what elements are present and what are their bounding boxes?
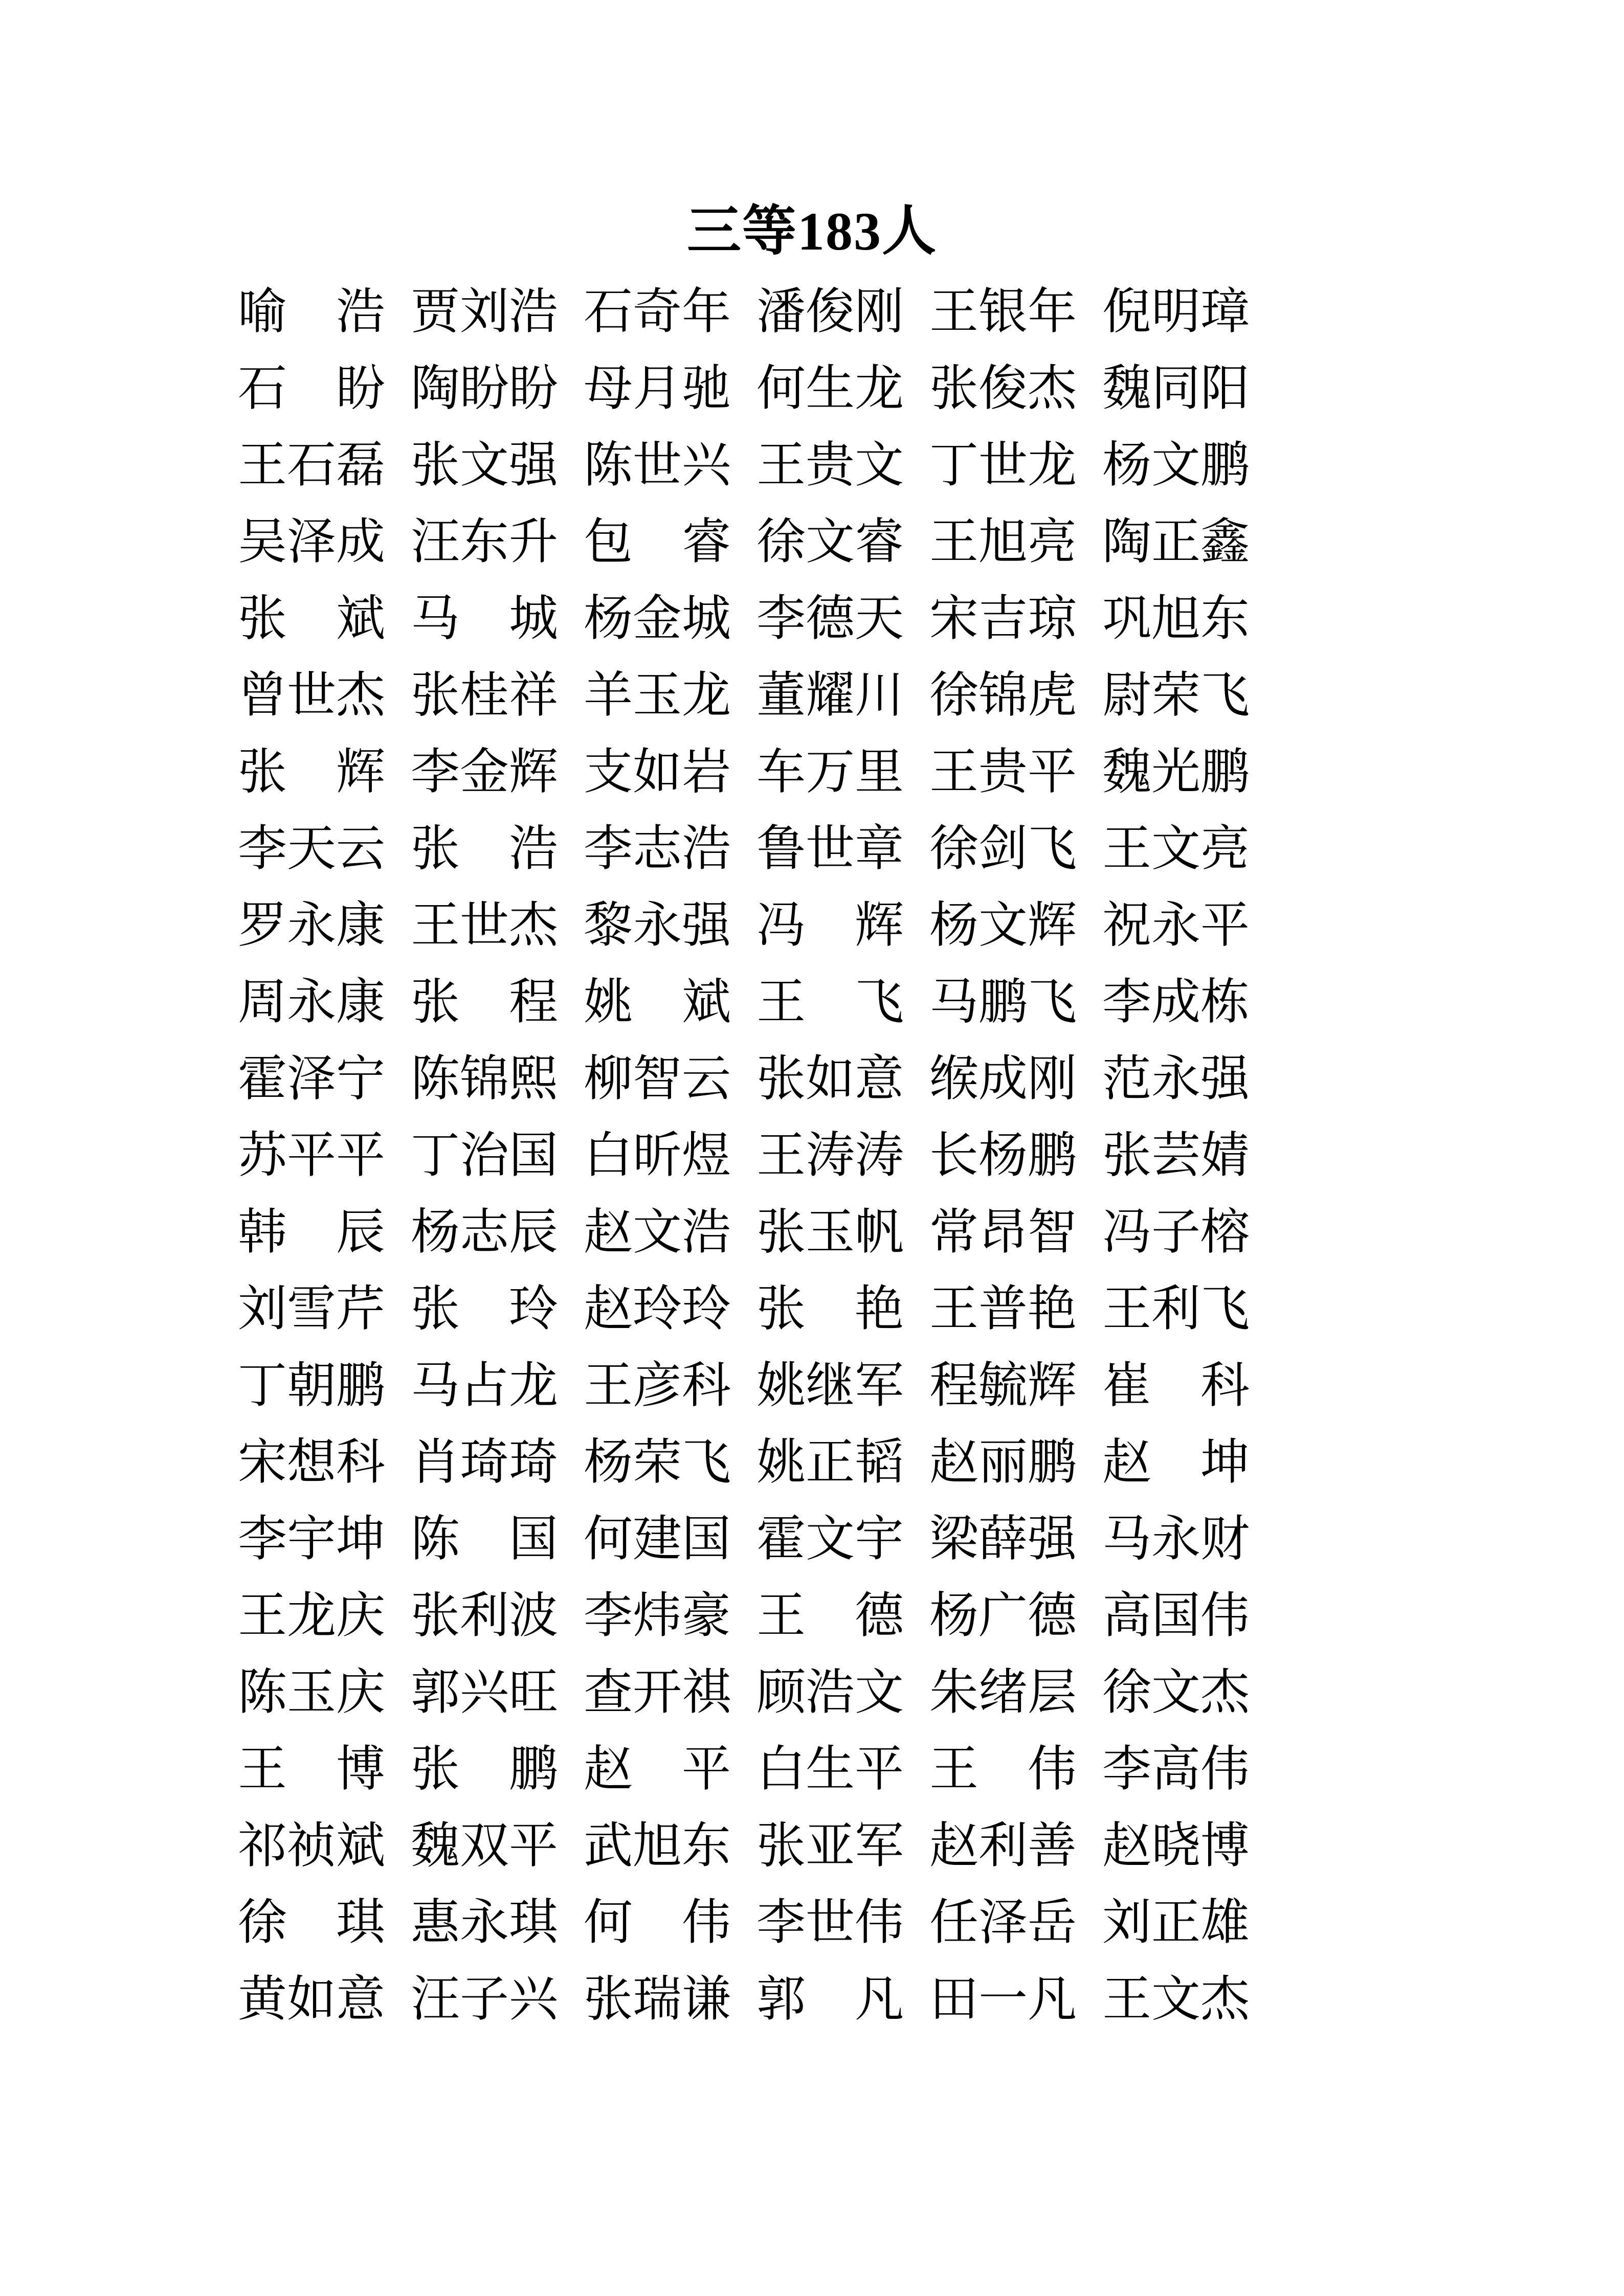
name-cell: 李天云 bbox=[238, 821, 385, 876]
name-cell: 刘正雄 bbox=[1102, 1895, 1250, 1950]
name-row bbox=[238, 427, 1250, 504]
name-row bbox=[238, 1501, 1250, 1578]
name-cell: 李炜豪 bbox=[584, 1588, 731, 1643]
name-cell: 吴泽成 bbox=[238, 514, 385, 569]
name-cell: 崔 科 bbox=[1102, 1358, 1250, 1413]
name-cell: 冯 辉 bbox=[757, 898, 904, 953]
names-grid bbox=[238, 274, 1250, 2038]
name-cell: 赵文浩 bbox=[584, 1205, 731, 1259]
name-cell: 董耀川 bbox=[757, 668, 904, 723]
name-cell: 赵 坤 bbox=[1102, 1435, 1250, 1490]
name-cell: 高国伟 bbox=[1102, 1588, 1250, 1643]
name-cell: 魏同阳 bbox=[1102, 361, 1250, 416]
name-cell: 姚 斌 bbox=[584, 975, 731, 1029]
name-cell: 张 艳 bbox=[757, 1281, 904, 1336]
name-cell: 柳智云 bbox=[584, 1051, 731, 1106]
name-row bbox=[238, 1884, 1250, 1961]
name-cell: 白昕煜 bbox=[584, 1128, 731, 1183]
name-cell: 韩 辰 bbox=[238, 1205, 385, 1259]
name-cell: 赵丽鹏 bbox=[929, 1435, 1077, 1490]
name-cell: 任泽岳 bbox=[929, 1895, 1077, 1950]
name-cell: 张 辉 bbox=[238, 745, 385, 799]
name-cell: 张 玲 bbox=[411, 1281, 558, 1336]
name-cell: 王 德 bbox=[757, 1588, 904, 1643]
name-cell: 陈锦熙 bbox=[411, 1051, 558, 1106]
name-row bbox=[238, 1654, 1250, 1731]
name-cell: 王彦科 bbox=[584, 1358, 731, 1413]
name-cell: 霍泽宁 bbox=[238, 1051, 385, 1106]
name-cell: 霍文宇 bbox=[757, 1512, 904, 1566]
page-title: 三等183人 bbox=[687, 201, 937, 261]
name-cell: 黎永强 bbox=[584, 898, 731, 953]
name-cell: 武旭东 bbox=[584, 1818, 731, 1873]
name-cell: 徐文杰 bbox=[1102, 1665, 1250, 1720]
name-row bbox=[238, 887, 1250, 964]
name-cell: 长杨鹏 bbox=[929, 1128, 1077, 1183]
name-cell: 李成栋 bbox=[1102, 975, 1250, 1029]
name-cell: 杨金城 bbox=[584, 591, 731, 646]
name-cell: 肖琦琦 bbox=[411, 1435, 558, 1490]
name-cell: 陶正鑫 bbox=[1102, 514, 1250, 569]
name-cell: 田一凡 bbox=[929, 1972, 1077, 2027]
name-cell: 梁薛强 bbox=[929, 1512, 1077, 1566]
name-row bbox=[238, 1578, 1250, 1654]
name-cell: 贾刘浩 bbox=[411, 284, 558, 339]
name-row bbox=[238, 1731, 1250, 1808]
name-cell: 张芸婧 bbox=[1102, 1128, 1250, 1183]
name-cell: 何生龙 bbox=[757, 361, 904, 416]
name-cell: 王涛涛 bbox=[757, 1128, 904, 1183]
name-cell: 丁朝鹏 bbox=[238, 1358, 385, 1413]
name-cell: 鲁世章 bbox=[757, 821, 904, 876]
name-cell: 陈玉庆 bbox=[238, 1665, 385, 1720]
name-cell: 李宇坤 bbox=[238, 1512, 385, 1566]
name-cell: 母月驰 bbox=[584, 361, 731, 416]
name-row bbox=[238, 274, 1250, 350]
name-cell: 丁治国 bbox=[411, 1128, 558, 1183]
name-cell: 支如岩 bbox=[584, 745, 731, 799]
name-cell: 徐锦虎 bbox=[929, 668, 1077, 723]
name-cell: 徐剑飞 bbox=[929, 821, 1077, 876]
name-cell: 郭 凡 bbox=[757, 1972, 904, 2027]
name-cell: 李高伟 bbox=[1102, 1742, 1250, 1796]
name-cell: 宋吉琼 bbox=[929, 591, 1077, 646]
name-cell: 马鹏飞 bbox=[929, 975, 1077, 1029]
name-cell: 杨文辉 bbox=[929, 898, 1077, 953]
name-cell: 王文杰 bbox=[1102, 1972, 1250, 2027]
name-cell: 常昂智 bbox=[929, 1205, 1077, 1259]
name-cell: 姚正韬 bbox=[757, 1435, 904, 1490]
name-cell: 何建国 bbox=[584, 1512, 731, 1566]
name-cell: 张 鹏 bbox=[411, 1742, 558, 1796]
name-cell: 陈世兴 bbox=[584, 438, 731, 492]
name-cell: 魏双平 bbox=[411, 1818, 558, 1873]
name-cell: 张 浩 bbox=[411, 821, 558, 876]
name-cell: 倪明璋 bbox=[1102, 284, 1250, 339]
name-cell: 李志浩 bbox=[584, 821, 731, 876]
name-cell: 顾浩文 bbox=[757, 1665, 904, 1720]
name-cell: 魏光鹏 bbox=[1102, 745, 1250, 799]
name-cell: 王贵文 bbox=[757, 438, 904, 492]
name-cell: 白生平 bbox=[757, 1742, 904, 1796]
name-cell: 苏平平 bbox=[238, 1128, 385, 1183]
name-cell: 查开祺 bbox=[584, 1665, 731, 1720]
name-cell: 王 伟 bbox=[929, 1742, 1077, 1796]
name-cell: 李世伟 bbox=[757, 1895, 904, 1950]
name-cell: 徐 琪 bbox=[238, 1895, 385, 1950]
name-row bbox=[238, 504, 1250, 580]
name-row bbox=[238, 734, 1250, 811]
name-cell: 周永康 bbox=[238, 975, 385, 1029]
name-cell: 马 城 bbox=[411, 591, 558, 646]
name-cell: 王利飞 bbox=[1102, 1281, 1250, 1336]
name-cell: 王普艳 bbox=[929, 1281, 1077, 1336]
name-cell: 汪子兴 bbox=[411, 1972, 558, 2027]
name-cell: 陈 国 bbox=[411, 1512, 558, 1566]
name-cell: 张文强 bbox=[411, 438, 558, 492]
name-cell: 徐文睿 bbox=[757, 514, 904, 569]
name-cell: 罗永康 bbox=[238, 898, 385, 953]
name-cell: 张玉帆 bbox=[757, 1205, 904, 1259]
name-cell: 李德天 bbox=[757, 591, 904, 646]
name-cell: 张 斌 bbox=[238, 591, 385, 646]
name-cell: 潘俊刚 bbox=[757, 284, 904, 339]
name-cell: 范永强 bbox=[1102, 1051, 1250, 1106]
name-cell: 张瑞谦 bbox=[584, 1972, 731, 2027]
name-cell: 冯子榕 bbox=[1102, 1205, 1250, 1259]
name-cell: 张如意 bbox=[757, 1051, 904, 1106]
name-cell: 杨广德 bbox=[929, 1588, 1077, 1643]
name-cell: 王贵平 bbox=[929, 745, 1077, 799]
name-cell: 张利波 bbox=[411, 1588, 558, 1643]
name-row bbox=[238, 1041, 1250, 1117]
name-cell: 石 盼 bbox=[238, 361, 385, 416]
name-row bbox=[238, 811, 1250, 887]
name-cell: 喻 浩 bbox=[238, 284, 385, 339]
name-row bbox=[238, 350, 1250, 427]
name-cell: 杨荣飞 bbox=[584, 1435, 731, 1490]
name-cell: 张桂祥 bbox=[411, 668, 558, 723]
name-cell: 王龙庆 bbox=[238, 1588, 385, 1643]
name-cell: 王石磊 bbox=[238, 438, 385, 492]
name-cell: 刘雪芹 bbox=[238, 1281, 385, 1336]
name-cell: 朱绪层 bbox=[929, 1665, 1077, 1720]
name-cell: 赵利善 bbox=[929, 1818, 1077, 1873]
name-cell: 赵晓博 bbox=[1102, 1818, 1250, 1873]
name-row bbox=[238, 1194, 1250, 1271]
name-cell: 张俊杰 bbox=[929, 361, 1077, 416]
name-cell: 赵玲玲 bbox=[584, 1281, 731, 1336]
name-cell: 赵 平 bbox=[584, 1742, 731, 1796]
name-cell: 姚继军 bbox=[757, 1358, 904, 1413]
name-cell: 郭兴旺 bbox=[411, 1665, 558, 1720]
name-cell: 石奇年 bbox=[584, 284, 731, 339]
name-cell: 汪东升 bbox=[411, 514, 558, 569]
name-cell: 王 飞 bbox=[757, 975, 904, 1029]
name-cell: 马永财 bbox=[1102, 1512, 1250, 1566]
name-cell: 杨文鹏 bbox=[1102, 438, 1250, 492]
name-cell: 祝永平 bbox=[1102, 898, 1250, 953]
name-cell: 马占龙 bbox=[411, 1358, 558, 1413]
name-cell: 王银年 bbox=[929, 284, 1077, 339]
name-cell: 缑成刚 bbox=[929, 1051, 1077, 1106]
name-cell: 张亚军 bbox=[757, 1818, 904, 1873]
name-cell: 陶盼盼 bbox=[411, 361, 558, 416]
name-cell: 羊玉龙 bbox=[584, 668, 731, 723]
name-cell: 王世杰 bbox=[411, 898, 558, 953]
name-row bbox=[238, 1271, 1250, 1347]
name-cell: 程毓辉 bbox=[929, 1358, 1077, 1413]
name-cell: 李金辉 bbox=[411, 745, 558, 799]
name-cell: 张 程 bbox=[411, 975, 558, 1029]
name-row bbox=[238, 1961, 1250, 2038]
name-cell: 宋想科 bbox=[238, 1435, 385, 1490]
name-cell: 王旭亮 bbox=[929, 514, 1077, 569]
name-row bbox=[238, 964, 1250, 1041]
name-row bbox=[238, 1808, 1250, 1884]
name-cell: 祁祯斌 bbox=[238, 1818, 385, 1873]
name-row bbox=[238, 1424, 1250, 1501]
name-row bbox=[238, 1347, 1250, 1424]
name-cell: 惠永琪 bbox=[411, 1895, 558, 1950]
name-cell: 曾世杰 bbox=[238, 668, 385, 723]
name-row bbox=[238, 1117, 1250, 1194]
name-cell: 丁世龙 bbox=[929, 438, 1077, 492]
name-cell: 巩旭东 bbox=[1102, 591, 1250, 646]
name-cell: 黄如意 bbox=[238, 1972, 385, 2027]
name-row bbox=[238, 657, 1250, 734]
name-cell: 杨志辰 bbox=[411, 1205, 558, 1259]
name-cell: 王 博 bbox=[238, 1742, 385, 1796]
name-cell: 王文亮 bbox=[1102, 821, 1250, 876]
name-cell: 包 睿 bbox=[584, 514, 731, 569]
name-cell: 尉荣飞 bbox=[1102, 668, 1250, 723]
name-row bbox=[238, 580, 1250, 657]
name-cell: 车万里 bbox=[757, 745, 904, 799]
name-cell: 何 伟 bbox=[584, 1895, 731, 1950]
